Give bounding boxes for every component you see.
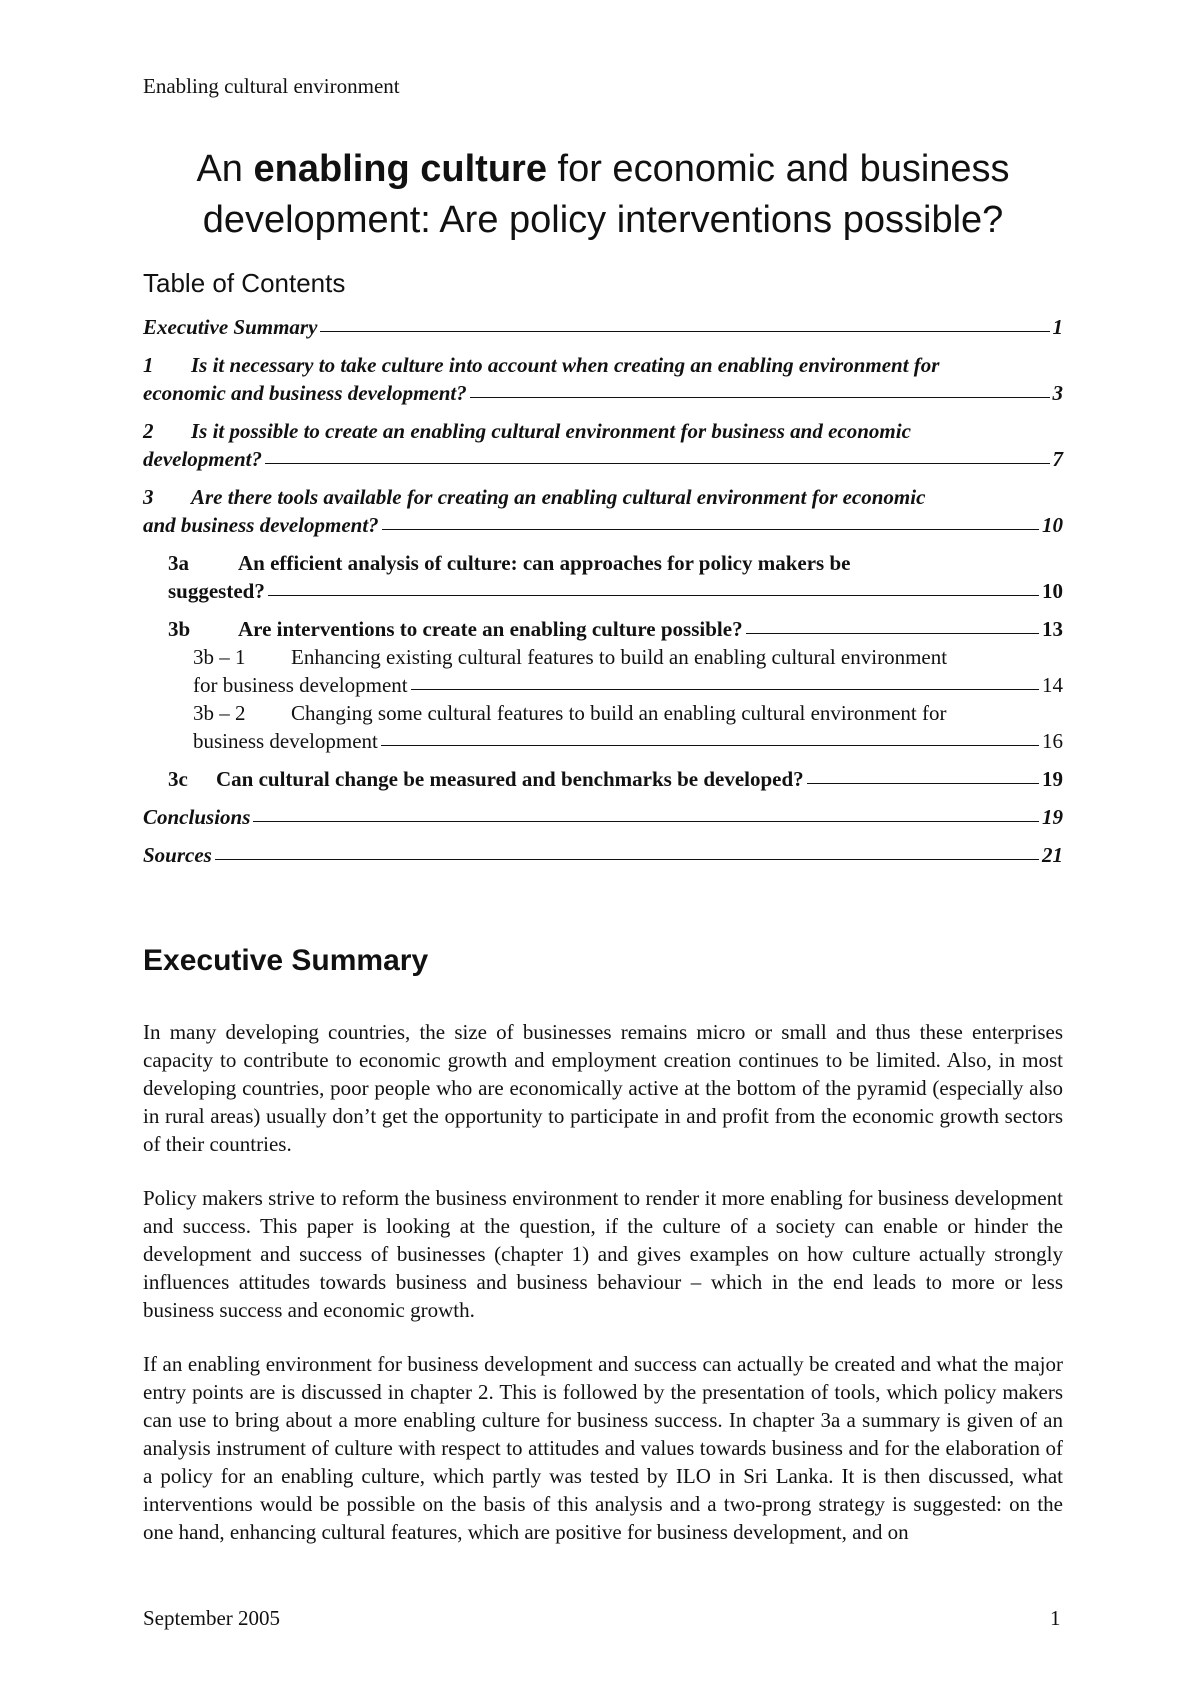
toc-heading: Table of Contents: [143, 268, 346, 298]
toc-entry-3b-1[interactable]: [193, 643, 1063, 699]
executive-summary-heading: Executive Summary: [143, 944, 429, 977]
paragraph: If an enabling environment for business development and success can actually be created and what the major entry points are is discussed in chapter 2. This is followed by the presentation of tools, which policy makers can use to bring about a more enabling culture for business success. In chapter 3a a summary is given of an analysis instrument of culture with respect to attitudes and values towards business and for the elaboration of a policy for an enabling culture, which partly was tested by ILO in Sri Lanka. It is then discussed, what interventions would be possible on the basis of this analysis and a two-prong strategy is suggested: on the one hand, enhancing cultural features, which are positive for business development, and on: [143, 1352, 1063, 1544]
toc-entry-label: Is it possible to create an enabling cultural environment for business and economic: [191, 419, 911, 443]
title-prefix: An: [196, 148, 254, 190]
toc-entry-1[interactable]: [143, 351, 1063, 407]
title-suffix: for economic and business development: Are policy interventions possible?: [202, 148, 1010, 241]
toc-entry-label-cont: development?: [143, 447, 262, 471]
toc-entry-executive-summary[interactable]: [143, 313, 1063, 341]
toc-entry-page: 7: [1052, 447, 1063, 471]
toc-entry-number: 3b – 2: [193, 701, 246, 725]
toc-entry-3c[interactable]: [168, 765, 1063, 793]
toc-entry-label: Sources: [143, 843, 212, 867]
toc-entry-label: Can cultural change be measured and benchmarks be developed?: [216, 767, 804, 791]
toc-entry-number: 3c: [168, 767, 188, 791]
toc-entry-number: 3a: [168, 551, 189, 575]
toc-entry-3a[interactable]: [168, 549, 1063, 605]
toc-entry-label: Enhancing existing cultural features to build an enabling cultural environment: [291, 645, 948, 669]
toc-entry-label: Changing some cultural features to build an enabling cultural environment for: [291, 701, 947, 725]
toc-entry-label-cont: suggested?: [168, 579, 265, 603]
footer-page-number: 1: [1050, 1606, 1061, 1630]
toc-entry-page: 19: [1042, 805, 1063, 829]
document-title: [143, 144, 1063, 246]
paragraph: Policy makers strive to reform the business environment to render it more enabling for business development and success. This paper is looking at the question, if the culture of a society can enable or hinder the development and success of businesses (chapter 1) and gives examples on how culture actually strongly influences attitudes towards business and business behaviour – which in the end leads to more or less business success and economic growth.: [143, 1186, 1063, 1322]
toc-entry-page: 1: [1052, 315, 1063, 339]
toc-entry-3b[interactable]: [168, 615, 1063, 643]
toc-entry-number: 2: [143, 419, 154, 443]
toc-entry-label: Is it necessary to take culture into account when creating an enabling environment for: [191, 353, 940, 377]
toc-entry-page: 19: [1042, 767, 1063, 791]
toc-entry-label-cont: for business development: [193, 673, 408, 697]
toc-entry-2[interactable]: [143, 417, 1063, 473]
toc-entry-page: 21: [1042, 843, 1063, 867]
toc-entry-conclusions[interactable]: [143, 803, 1063, 831]
running-header: Enabling cultural environment: [143, 74, 400, 98]
toc-entry-page: 3: [1052, 381, 1063, 405]
toc-entry-label-cont: economic and business development?: [143, 381, 467, 405]
paragraph: In many developing countries, the size of businesses remains micro or small and thus these enterprises capacity to contribute to economic growth and employment creation continues to be limited. Also, in most developing countries, poor people who are economically active at the bottom of the pyramid (especially also in rural areas) usually don’t get the opportunity to participate in and profit from the economic growth sectors of their countries.: [143, 1020, 1063, 1156]
toc-entry-number: 1: [143, 353, 154, 377]
toc-entry-3[interactable]: [143, 483, 1063, 539]
footer-date: September 2005: [143, 1606, 281, 1630]
toc-entry-label-cont: business development: [193, 729, 378, 753]
executive-summary-body: [143, 1018, 1063, 1572]
toc-entry-3b-2[interactable]: [193, 699, 1063, 755]
toc-entry-number: 3b: [168, 617, 191, 641]
toc-entry-label: Executive Summary: [143, 315, 318, 339]
title-bold: enabling culture: [253, 148, 547, 190]
table-of-contents: [143, 313, 1063, 869]
toc-entry-page: 14: [1042, 673, 1063, 697]
toc-entry-label: Conclusions: [143, 805, 251, 829]
toc-entry-page: 16: [1042, 729, 1063, 753]
toc-entry-number: 3b – 1: [193, 645, 246, 669]
toc-entry-label: Are there tools available for creating an enabling cultural environment for economic: [191, 485, 926, 509]
toc-entry-label-cont: and business development?: [143, 513, 379, 537]
toc-entry-label: An efficient analysis of culture: can approaches for policy makers be: [238, 551, 851, 575]
toc-entry-page: 10: [1042, 579, 1063, 603]
toc-entry-number: 3: [143, 485, 154, 509]
toc-entry-label: Are interventions to create an enabling culture possible?: [238, 617, 743, 641]
toc-entry-page: 10: [1042, 513, 1063, 537]
toc-entry-page: 13: [1042, 617, 1063, 641]
toc-entry-sources[interactable]: [143, 841, 1063, 869]
